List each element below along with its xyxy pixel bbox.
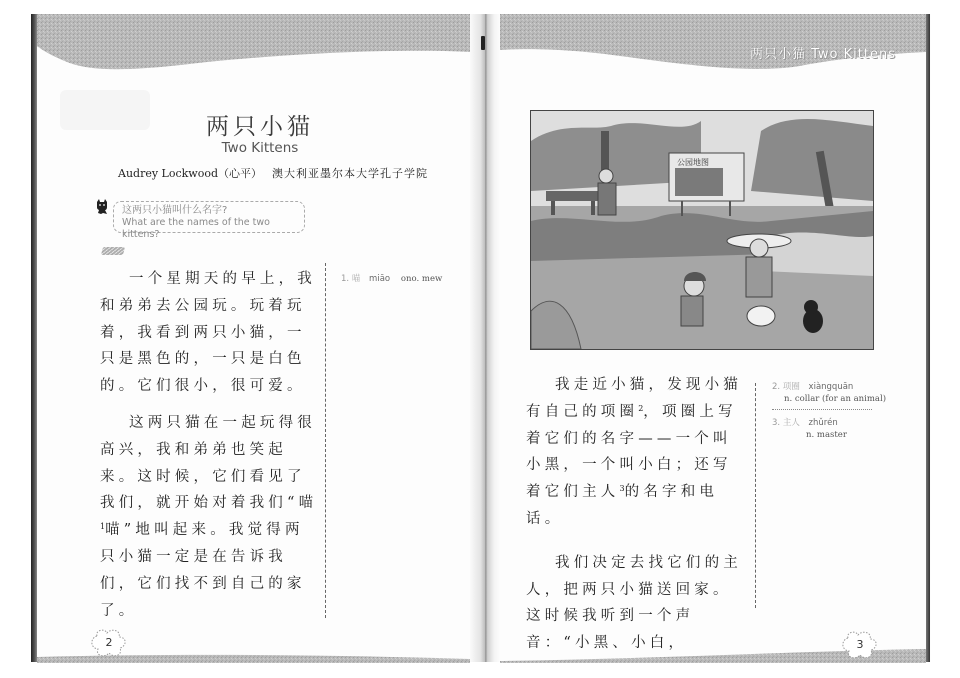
book-gutter (470, 14, 500, 662)
glossary-entry: 3. 主人 zhǔrén n. master (772, 418, 847, 440)
footnote-ref: 3 (619, 484, 625, 494)
page-number: 3 (838, 630, 882, 660)
byline (118, 165, 428, 181)
question-en: What are the names of the two kittens? (122, 217, 270, 240)
paragraph: 我走近小猫，发现小猫有自己的项圈$^2$，项圈上写着它们的名字——一个叫小黑，一个叫小白；还写着它们主人$^3$的名字和电话。 (526, 377, 742, 527)
pre-reading-question (113, 201, 305, 240)
page-number: 2 (87, 628, 131, 658)
page-subtitle: Two Kittens (221, 140, 299, 156)
paragraph: 我们决定去找它们的主人，把两只小猫送回家。这时候我听到一个声音：“小黑、小白， (526, 554, 742, 652)
story-illustration (530, 110, 874, 350)
glossary-entry: 2. 项圈 xiàngquān n. collar (for an animal) (772, 382, 887, 404)
header-wave-left (37, 14, 470, 84)
park-map-sign-text: 公园地图 (677, 158, 709, 167)
story-text-left (100, 266, 318, 624)
page-title: 两只小猫 (206, 114, 314, 140)
author: Audrey Lockwood（心平） (118, 167, 263, 180)
gutter-mark (481, 36, 485, 50)
question-zh: 这两只小猫叫什么名字? (122, 205, 228, 216)
story-text-right (526, 372, 746, 657)
glossary-divider (325, 263, 326, 618)
glossary-entry: 1. 喵 miāo ono. mew (341, 274, 443, 284)
running-head: 两只小猫 Two Kittens (750, 47, 896, 62)
glossary-separator (772, 409, 872, 410)
footnote-ref: 1 (100, 522, 106, 532)
glossary-divider (755, 383, 756, 608)
story-label-icon (101, 247, 125, 255)
affiliation: 澳大利亚墨尔本大学孔子学院 (272, 167, 429, 180)
scan-edge-left (31, 14, 37, 662)
faded-logo (60, 90, 150, 130)
paragraph: 这两只猫在一起玩得很高兴，我和弟弟也笑起来。这时候，它们看见了我们，就开始对着我们“喵$^1$喵”地叫起来。我觉得两只小猫一定是在告诉我们，它们找不到自己的家了。 (100, 414, 318, 619)
scan-edge-right (926, 14, 930, 662)
footnote-ref: 2 (638, 403, 644, 413)
paragraph: 一个星期天的早上，我和弟弟去公园玩。玩着玩着，我看到两只小猫，一只是黑色的，一只是白色的。它们很小，很可爱。 (100, 271, 316, 395)
black-cat-icon (95, 199, 109, 215)
